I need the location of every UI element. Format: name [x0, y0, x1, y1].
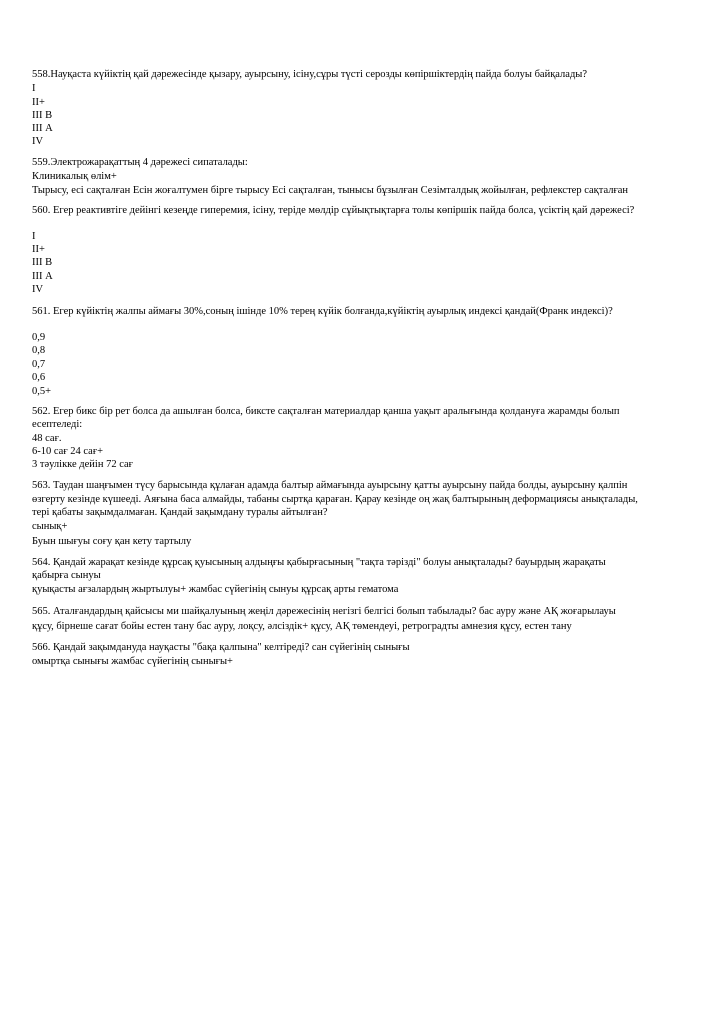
answer-option: 0,8 — [32, 345, 46, 356]
answer-option-correct: 0,5+ — [32, 386, 52, 397]
answer-option: 0,6 — [32, 372, 46, 383]
answer-option: IV — [32, 136, 44, 147]
answer-options-line: 6-10 сағ 24 сағ+ — [32, 446, 104, 457]
question-563-text: 563. Таудан шаңғымен түсу барысында құлаған адамда балтыр аймағында ауырсыну қатты ауырсыну пайда болды, ауырсыну қалпін — [32, 480, 628, 491]
answer-option-correct: сынық+ — [32, 521, 68, 532]
answer-options-line: омыртқа сынығы жамбас сүйегінің сынығы+ — [32, 656, 233, 667]
answer-options-line: қуықасты ағзалардың жыртылуы+ жамбас сүйегінің сынуы құрсақ арты гематома — [32, 584, 399, 595]
question-562-text: 562. Егер бикс бір рет болса да ашылған болса, биксте сақталған материалдар қанша уақыт аралығында қолдануға жарамды болып — [32, 406, 620, 417]
answer-option-correct: II+ — [32, 244, 45, 255]
question-558-text: 558.Науқаста күйіктің қай дәрежесінде қызару, ауырсыну, ісіну,сұры түсті серозды көпіршіктердің пайда болуы байқалады? — [32, 69, 588, 80]
answer-option-correct: Клиникалық өлім+ — [32, 171, 117, 182]
answer-option: III В — [32, 257, 53, 268]
answer-options-line: Буын шығуы соғу қан кету тартылу — [32, 536, 192, 547]
question-565-text: 565. Аталғандардың қайсысы ми шайқалуының жеңіл дәрежесінің негізгі белгісі болып табылады? бас ауру және АҚ жоғарылауы — [32, 606, 616, 617]
question-564-text: 564. Қандай жарақат кезінде құрсақ қуысының алдыңғы қабырғасының "тақта тәрізді" болуы анықталады? бауырдың жарақаты — [32, 557, 606, 568]
question-559-text: 559.Электрожарақаттың 4 дәрежесі сипаталады: — [32, 157, 248, 168]
answer-option: 0,7 — [32, 359, 46, 370]
answer-option-correct: II+ — [32, 97, 45, 108]
answer-option: IV — [32, 284, 44, 295]
answer-option: III В — [32, 110, 53, 121]
answer-options-line: құсу, бірнеше сағат бойы естен тану бас ауру, лоқсу, әлсіздік+ құсу, АҚ төмендеуі, ретроградты амнезия құсу, естен тану — [32, 621, 572, 632]
answer-option: 48 сағ. — [32, 433, 62, 444]
question-566-text: 566. Қандай зақымдануда науқасты "бақа қалпына" келтіреді? сан сүйегінің сынығы — [32, 642, 410, 653]
question-563-text-cont: тері қабаты зақымдалмаған. Қандай зақымдану туралы айтылған? — [32, 507, 328, 518]
answer-option: I — [32, 231, 36, 242]
answer-option: қабырға сынуы — [32, 570, 101, 581]
question-560-text: 560. Егер реактивтіге дейінгі кезеңде гиперемия, ісіну, теріде мөлдір сұйықтықтарға толы көпіршік пайда болса, үсіктің қай дәрежесі? — [32, 205, 635, 216]
question-562-text-cont: есептеледі: — [32, 419, 83, 430]
answer-options-line: Тырысу, есі сақталған Есін жоғалтумен бірге тырысу Есі сақталған, тынысы бұзылған Сезімталдық жойылған, рефлекстер сақталған — [32, 185, 629, 196]
answer-option: I — [32, 83, 36, 94]
answer-option: 0,9 — [32, 332, 46, 343]
answer-option: III А — [32, 271, 53, 282]
question-561-text: 561. Егер күйіктің жалпы аймағы 30%,соның ішінде 10% терең күйік болғанда,күйіктің ауырлық индексі қандай(Франк индексі)? — [32, 306, 613, 317]
answer-option: III А — [32, 123, 53, 134]
answer-options-line: 3 тәулікке дейін 72 сағ — [32, 459, 133, 470]
question-563-text-cont: өзгерту кезінде күшееді. Аяғына баса алмайды, табаны сыртқа қараған. Қарау кезінде оң жақ балтырының деформациясы анықталады, — [32, 494, 638, 505]
